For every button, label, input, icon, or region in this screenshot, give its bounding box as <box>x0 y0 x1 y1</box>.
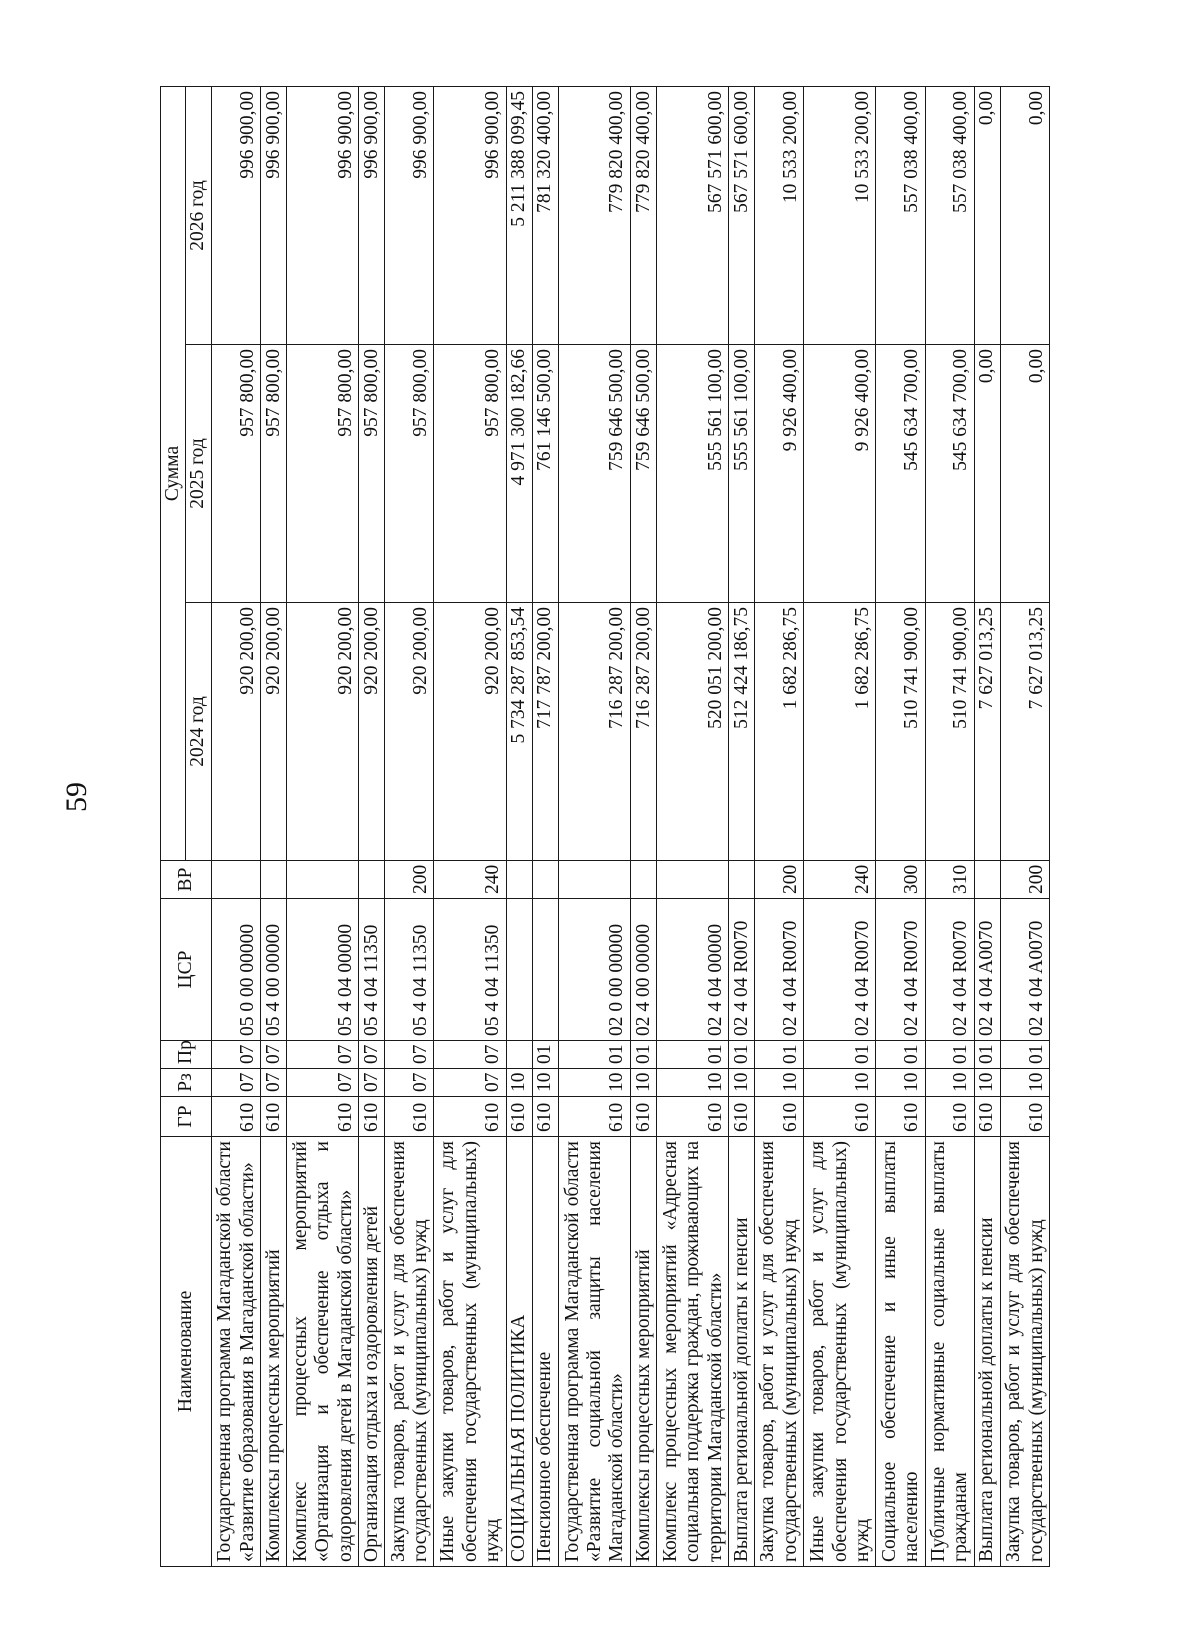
row-name: Комплекс процессных мероприятий «Адресная социальная поддержка граждан, проживающих на территории Магаданской области» <box>656 1137 728 1567</box>
table-row <box>287 87 359 1567</box>
row-vr <box>729 861 755 899</box>
row-2024: 920 200,00 <box>211 603 260 861</box>
row-2025: 555 561 100,00 <box>729 345 755 603</box>
table-row <box>385 87 434 1567</box>
row-gr: 610 <box>532 1097 558 1137</box>
row-name: Закупка товаров, работ и услуг для обеспечения государственных (муниципальных) нужд <box>385 1137 434 1567</box>
row-name: Выплата региональной доплаты к пенсии <box>729 1137 755 1567</box>
row-csr: 02 0 00 00000 <box>558 899 630 1041</box>
row-rz: 10 <box>729 1069 755 1097</box>
row-csr: 05 4 04 11350 <box>434 899 506 1041</box>
row-2024: 1 682 286,75 <box>755 603 804 861</box>
row-name: Выплата региональной доплаты к пенсии <box>974 1137 1000 1567</box>
row-rz: 07 <box>211 1069 260 1097</box>
row-name: Комплексы процессных мероприятий <box>260 1137 286 1567</box>
row-rz: 10 <box>532 1069 558 1097</box>
row-csr: 02 4 04 R0070 <box>804 899 876 1041</box>
row-pr: 01 <box>876 1041 925 1069</box>
table-row <box>434 87 506 1567</box>
row-name: Социальное обеспечение и иные выплаты населению <box>876 1137 925 1567</box>
row-pr <box>506 1041 532 1069</box>
table-row <box>1000 87 1049 1567</box>
row-vr <box>211 861 260 899</box>
row-2026: 996 900,00 <box>359 87 385 345</box>
row-gr: 610 <box>385 1097 434 1137</box>
row-gr: 610 <box>1000 1097 1049 1137</box>
row-rz: 07 <box>260 1069 286 1097</box>
row-pr: 01 <box>532 1041 558 1069</box>
row-rz: 10 <box>925 1069 974 1097</box>
row-rz: 07 <box>385 1069 434 1097</box>
row-name: Иные закупки товаров, работ и услуг для обеспечения государственных (муниципальных) нужд <box>434 1137 506 1567</box>
row-csr: 02 4 04 R0070 <box>729 899 755 1041</box>
row-2025: 957 800,00 <box>385 345 434 603</box>
row-csr: 05 4 00 00000 <box>260 899 286 1041</box>
row-2024: 920 200,00 <box>359 603 385 861</box>
row-csr: 02 4 04 R0070 <box>925 899 974 1041</box>
header-rz: Рз <box>161 1069 212 1097</box>
row-2026: 10 533 200,00 <box>804 87 876 345</box>
row-gr: 610 <box>925 1097 974 1137</box>
row-gr: 610 <box>287 1097 359 1137</box>
row-rz: 07 <box>287 1069 359 1097</box>
row-rz: 10 <box>1000 1069 1049 1097</box>
row-gr: 610 <box>630 1097 656 1137</box>
row-2026: 781 320 400,00 <box>532 87 558 345</box>
row-name: Пенсионное обеспечение <box>532 1137 558 1567</box>
row-2025: 0,00 <box>974 345 1000 603</box>
row-2024: 717 787 200,00 <box>532 603 558 861</box>
header-sum: Сумма <box>161 87 186 861</box>
row-pr: 01 <box>974 1041 1000 1069</box>
row-2026: 996 900,00 <box>260 87 286 345</box>
row-gr: 610 <box>729 1097 755 1137</box>
row-rz: 07 <box>359 1069 385 1097</box>
row-gr: 610 <box>359 1097 385 1137</box>
row-gr: 610 <box>434 1097 506 1137</box>
row-2025: 957 800,00 <box>211 345 260 603</box>
row-2026: 996 900,00 <box>287 87 359 345</box>
row-vr <box>532 861 558 899</box>
row-2024: 510 741 900,00 <box>876 603 925 861</box>
row-vr <box>506 861 532 899</box>
row-2026: 0,00 <box>1000 87 1049 345</box>
row-gr: 610 <box>211 1097 260 1137</box>
row-2026: 996 900,00 <box>211 87 260 345</box>
row-2026: 779 820 400,00 <box>558 87 630 345</box>
row-vr <box>656 861 728 899</box>
row-vr: 200 <box>1000 861 1049 899</box>
table-row <box>506 87 532 1567</box>
row-pr: 07 <box>260 1041 286 1069</box>
row-2025: 759 646 500,00 <box>558 345 630 603</box>
row-pr: 01 <box>804 1041 876 1069</box>
row-rz: 10 <box>974 1069 1000 1097</box>
table-row <box>630 87 656 1567</box>
row-2025: 9 926 400,00 <box>755 345 804 603</box>
row-pr: 01 <box>755 1041 804 1069</box>
row-csr: 05 4 04 11350 <box>359 899 385 1041</box>
row-name: Комплекс процессных мероприятий «Организация и обеспечение отдыха и оздоровления детей в Магаданской области» <box>287 1137 359 1567</box>
row-pr: 07 <box>211 1041 260 1069</box>
row-name: Иные закупки товаров, работ и услуг для обеспечения государственных (муниципальных) нужд <box>804 1137 876 1567</box>
row-csr: 05 4 04 11350 <box>385 899 434 1041</box>
row-2024: 716 287 200,00 <box>558 603 630 861</box>
row-gr: 610 <box>558 1097 630 1137</box>
row-2026: 567 571 600,00 <box>656 87 728 345</box>
rotated-table-container <box>160 87 1050 1567</box>
row-2025: 957 800,00 <box>359 345 385 603</box>
row-2024: 7 627 013,25 <box>974 603 1000 861</box>
row-pr: 07 <box>287 1041 359 1069</box>
row-rz: 10 <box>656 1069 728 1097</box>
row-name: СОЦИАЛЬНАЯ ПОЛИТИКА <box>506 1137 532 1567</box>
row-2024: 1 682 286,75 <box>804 603 876 861</box>
row-2024: 716 287 200,00 <box>630 603 656 861</box>
row-csr: 02 4 04 00000 <box>656 899 728 1041</box>
row-2025: 555 561 100,00 <box>656 345 728 603</box>
row-pr: 07 <box>359 1041 385 1069</box>
row-name: Государственная программа Магаданской области «Развитие образования в Магаданской области» <box>211 1137 260 1567</box>
row-csr: 02 4 04 R0070 <box>876 899 925 1041</box>
row-vr: 310 <box>925 861 974 899</box>
header-2025: 2025 год <box>186 345 211 603</box>
row-rz: 10 <box>876 1069 925 1097</box>
table-row <box>211 87 260 1567</box>
row-2024: 510 741 900,00 <box>925 603 974 861</box>
row-vr <box>974 861 1000 899</box>
header-pr: Пр <box>161 1041 212 1069</box>
row-2026: 557 038 400,00 <box>876 87 925 345</box>
row-name: Закупка товаров, работ и услуг для обеспечения государственных (муниципальных) нужд <box>1000 1137 1049 1567</box>
row-pr: 01 <box>1000 1041 1049 1069</box>
row-pr: 01 <box>630 1041 656 1069</box>
row-pr: 07 <box>385 1041 434 1069</box>
row-name: Государственная программа Магаданской области «Развитие социальной защиты населения Магаданской области» <box>558 1137 630 1567</box>
row-vr: 300 <box>876 861 925 899</box>
row-2025: 957 800,00 <box>260 345 286 603</box>
row-vr <box>558 861 630 899</box>
row-2024: 920 200,00 <box>260 603 286 861</box>
row-2025: 759 646 500,00 <box>630 345 656 603</box>
table-row <box>260 87 286 1567</box>
row-rz: 07 <box>434 1069 506 1097</box>
row-vr: 240 <box>804 861 876 899</box>
page-number: 59 <box>60 782 93 812</box>
row-2026: 10 533 200,00 <box>755 87 804 345</box>
row-csr <box>506 899 532 1041</box>
table-row <box>729 87 755 1567</box>
table-row <box>532 87 558 1567</box>
row-csr <box>532 899 558 1041</box>
table-row <box>656 87 728 1567</box>
header-2024: 2024 год <box>186 603 211 861</box>
row-2026: 996 900,00 <box>385 87 434 345</box>
table-row <box>925 87 974 1567</box>
row-gr: 610 <box>755 1097 804 1137</box>
row-vr <box>359 861 385 899</box>
header-2026: 2026 год <box>186 87 211 345</box>
header-name: Наименование <box>161 1137 212 1567</box>
row-rz: 10 <box>755 1069 804 1097</box>
table-row <box>876 87 925 1567</box>
table-row <box>558 87 630 1567</box>
row-vr <box>260 861 286 899</box>
row-2026: 0,00 <box>974 87 1000 345</box>
row-vr: 240 <box>434 861 506 899</box>
table-row <box>359 87 385 1567</box>
row-2025: 957 800,00 <box>434 345 506 603</box>
row-csr: 02 4 04 A0070 <box>974 899 1000 1041</box>
header-gr: ГР <box>161 1097 212 1137</box>
row-pr: 01 <box>925 1041 974 1069</box>
row-csr: 02 4 04 R0070 <box>755 899 804 1041</box>
table-row <box>755 87 804 1567</box>
row-pr: 07 <box>434 1041 506 1069</box>
row-2025: 545 634 700,00 <box>925 345 974 603</box>
row-2025: 545 634 700,00 <box>876 345 925 603</box>
row-2025: 4 971 300 182,66 <box>506 345 532 603</box>
row-gr: 610 <box>804 1097 876 1137</box>
row-rz: 10 <box>506 1069 532 1097</box>
header-vr: ВР <box>161 861 212 899</box>
row-2026: 5 211 388 099,45 <box>506 87 532 345</box>
row-pr: 01 <box>558 1041 630 1069</box>
row-2024: 512 424 186,75 <box>729 603 755 861</box>
row-2024: 5 734 287 853,54 <box>506 603 532 861</box>
row-csr: 05 0 00 00000 <box>211 899 260 1041</box>
row-name: Организация отдыха и оздоровления детей <box>359 1137 385 1567</box>
row-2026: 567 571 600,00 <box>729 87 755 345</box>
row-name: Закупка товаров, работ и услуг для обеспечения государственных (муниципальных) нужд <box>755 1137 804 1567</box>
row-rz: 10 <box>804 1069 876 1097</box>
table-row <box>974 87 1000 1567</box>
row-vr <box>630 861 656 899</box>
table-row <box>804 87 876 1567</box>
row-vr: 200 <box>385 861 434 899</box>
row-2026: 996 900,00 <box>434 87 506 345</box>
row-gr: 610 <box>260 1097 286 1137</box>
row-2025: 957 800,00 <box>287 345 359 603</box>
row-pr: 01 <box>729 1041 755 1069</box>
row-csr: 02 4 00 00000 <box>630 899 656 1041</box>
header-csr: ЦСР <box>161 899 212 1041</box>
row-2025: 0,00 <box>1000 345 1049 603</box>
row-gr: 610 <box>506 1097 532 1137</box>
row-2024: 7 627 013,25 <box>1000 603 1049 861</box>
row-gr: 610 <box>656 1097 728 1137</box>
row-csr: 05 4 04 00000 <box>287 899 359 1041</box>
row-gr: 610 <box>974 1097 1000 1137</box>
row-2026: 557 038 400,00 <box>925 87 974 345</box>
row-name: Комплексы процессных мероприятий <box>630 1137 656 1567</box>
row-gr: 610 <box>876 1097 925 1137</box>
row-rz: 10 <box>630 1069 656 1097</box>
row-vr <box>287 861 359 899</box>
row-2026: 779 820 400,00 <box>630 87 656 345</box>
row-pr: 01 <box>656 1041 728 1069</box>
row-vr: 200 <box>755 861 804 899</box>
row-2025: 761 146 500,00 <box>532 345 558 603</box>
row-2024: 920 200,00 <box>434 603 506 861</box>
row-csr: 02 4 04 A0070 <box>1000 899 1049 1041</box>
row-rz: 10 <box>558 1069 630 1097</box>
row-2024: 520 051 200,00 <box>656 603 728 861</box>
header-row <box>161 87 186 1567</box>
row-2024: 920 200,00 <box>385 603 434 861</box>
row-name: Публичные нормативные социальные выплаты гражданам <box>925 1137 974 1567</box>
row-2024: 920 200,00 <box>287 603 359 861</box>
budget-table <box>160 86 1050 1567</box>
row-2025: 9 926 400,00 <box>804 345 876 603</box>
